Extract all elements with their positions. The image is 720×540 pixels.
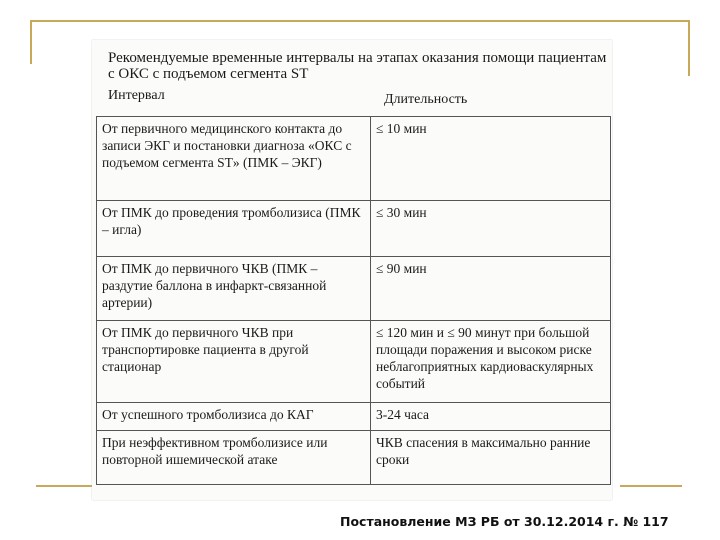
table-row <box>97 431 611 485</box>
table-row <box>97 117 611 201</box>
document-title: Рекомендуемые временные интервалы на этапах оказания помощи пациентам с ОКС с подъемом сегмента ST <box>108 50 607 82</box>
interval-cell: От ПМК до проведения тромболизиса (ПМК – игла) <box>97 201 371 257</box>
interval-cell: От успешного тромболизиса до КАГ <box>97 403 371 431</box>
duration-cell: ≤ 10 мин <box>371 117 611 201</box>
duration-cell: ≤ 120 мин и ≤ 90 минут при большой площади поражения и высоком риске неблагоприятных кардиоваскулярных событий <box>371 321 611 403</box>
table-row <box>97 201 611 257</box>
source-caption: Постановление МЗ РБ от 30.12.2014 г. № 117 <box>340 514 669 529</box>
interval-cell: От первичного медицинского контакта до записи ЭКГ и постановки диагноза «ОКС с подъемом сегмента ST» (ПМК – ЭКГ) <box>97 117 371 201</box>
decorative-right-line <box>688 20 690 76</box>
table-row <box>97 321 611 403</box>
interval-cell: От ПМК до первичного ЧКВ (ПМК – раздутие баллона в инфаркт-связанной артерии) <box>97 257 371 321</box>
duration-cell: ≤ 90 мин <box>371 257 611 321</box>
decorative-bottom-right-line <box>620 485 682 487</box>
interval-cell: От ПМК до первичного ЧКВ при транспортировке пациента в другой стационар <box>97 321 371 403</box>
column-header-interval: Интервал <box>108 88 165 103</box>
interval-cell: При неэффективном тромболизисе или повторной ишемической атаке <box>97 431 371 485</box>
duration-cell: ≤ 30 мин <box>371 201 611 257</box>
decorative-top-line <box>30 20 690 22</box>
column-header-duration: Длительность <box>384 92 468 107</box>
duration-cell: 3-24 часа <box>371 403 611 431</box>
decorative-left-line <box>30 20 32 64</box>
decorative-bottom-left-line <box>36 485 96 487</box>
intervals-table <box>96 116 611 485</box>
scanned-document <box>92 40 612 500</box>
duration-cell: ЧКВ спасения в максимально ранние сроки <box>371 431 611 485</box>
table-row <box>97 403 611 431</box>
table-row <box>97 257 611 321</box>
